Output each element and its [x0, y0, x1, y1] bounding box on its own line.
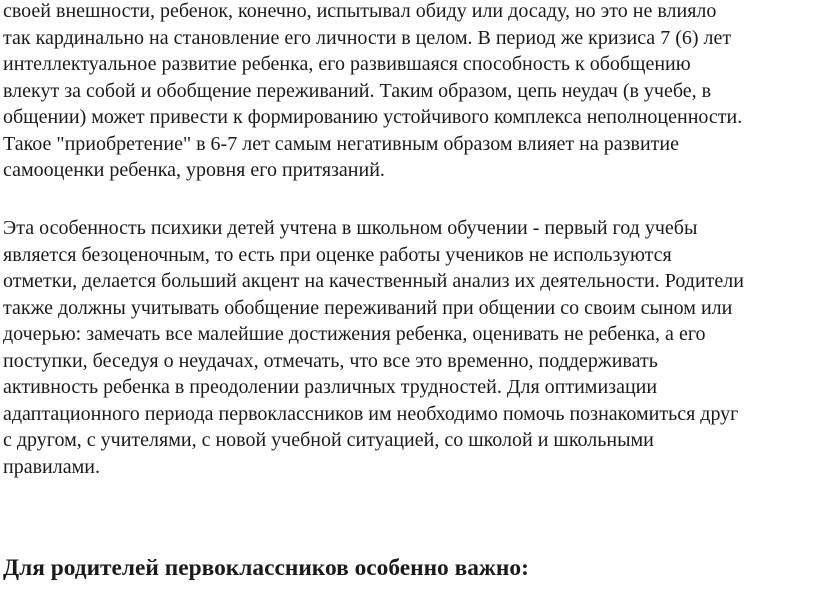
text-line: отметки, делается больший акцент на качественный анализ их деятельности. Родители [3, 270, 744, 292]
paragraph-2 [3, 215, 813, 480]
text-line: своей внешности, ребенок, конечно, испытывал обиду или досаду, но это не влияло [3, 0, 717, 22]
text-line: общении) может привести к формированию устойчивого комплекса неполноценности. [3, 106, 743, 128]
text-line: дочерью: замечать все малейшие достижения ребенка, оценивать не ребенка, а его [3, 323, 706, 345]
text-line: адаптационного периода первоклассников им необходимо помочь познакомиться друг [3, 402, 739, 425]
text-line: активность ребенка в преодолении различных трудностей. Для оптимизации [3, 376, 658, 398]
paragraph-1 [3, 0, 813, 184]
text-line: является безоценочным, то есть при оценке работы учеников не используются [3, 243, 672, 266]
text-line: самооценки ребенка, уровня его притязаний. [3, 159, 385, 181]
text-line: также должны учитывать обобщение переживаний при общении со своим сыном или [3, 296, 733, 319]
text-line: так кардинально на становление его личности в целом. В период же кризиса 7 (6) лет [3, 26, 732, 49]
section-heading: Для родителей первоклассников особенно важно: [3, 555, 529, 581]
text-line: влекут за собой и обобщение переживаний. Таким образом, цепь неудач (в учебе, в [3, 79, 712, 102]
text-line: с другом, с учителями, с новой учебной ситуацией, со школой и школьными [3, 429, 654, 451]
text-line: Эта особенность психики детей учтена в школьном обучении - первый год учебы [3, 217, 698, 239]
text-line: интеллектуальное развитие ребенка, его развившаяся способность к обобщению [3, 53, 691, 75]
text-line: поступки, беседуя о неудачах, отмечать, что все это временно, поддерживать [3, 349, 658, 372]
text-line: Такое "приобретение" в 6-7 лет самым негативным образом влияет на развитие [3, 132, 679, 155]
text-line: правилами. [3, 455, 100, 478]
